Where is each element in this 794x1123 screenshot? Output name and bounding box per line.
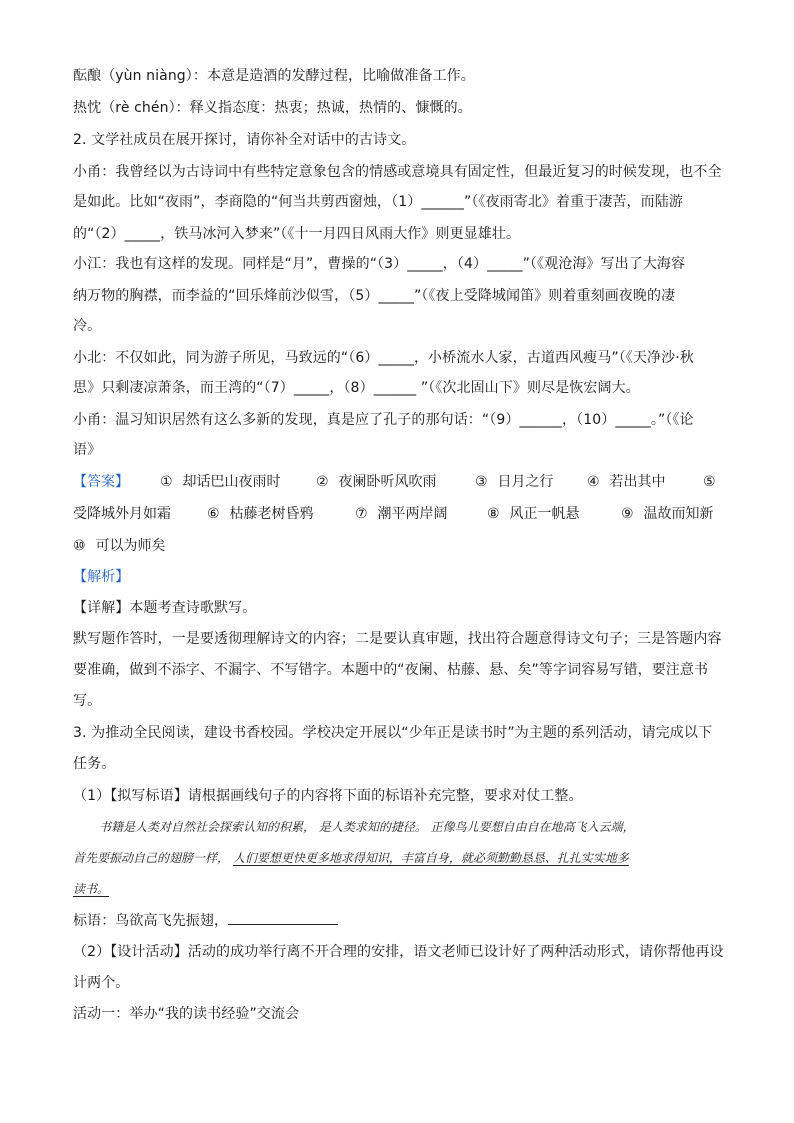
sub-question-2: （2）【设计活动】活动的成功举行离不开合理的安排，语文老师已设计好了两种活动形式，请你帮他再设: [73, 944, 724, 960]
vocab-line: 热忱（rè chén）：释义指态度：热衷；热诚，热情的、慷慨的。: [73, 100, 472, 116]
dialogue-line: 语》: [73, 442, 102, 458]
analysis-detail: 【详解】本题考查诗歌默写。: [73, 600, 257, 616]
answer-number: ⑤: [703, 474, 716, 490]
answer-text: 受降城外月如霜: [73, 506, 171, 522]
passage-text: 首先要振动自己的翅膀一样，: [73, 851, 230, 865]
analysis-label: 【解析】: [73, 569, 130, 585]
question-3-stem: 任务。: [73, 756, 116, 772]
answer-text: 却话巴山夜雨时: [182, 474, 281, 490]
answer-label: 【答案】: [73, 474, 129, 490]
dialogue-line: 小甬：温习知识居然有这么多新的发现，真是应了孔子的那句话：“（9）______，（10）_____。”（《论: [73, 412, 694, 428]
answer-text: 温故而知新: [643, 506, 714, 522]
answer-number: ⑥: [207, 506, 220, 522]
underlined-sentence: 读书。: [73, 882, 110, 896]
answer-text: 枯藤老树昏鸦: [229, 506, 314, 522]
vocab-line: 酝酿（yùn niàng）：本意是造酒的发酵过程，比喻做准备工作。: [73, 68, 475, 84]
answer-text: 可以为师矣: [95, 538, 166, 554]
dialogue-line: 的“（2）_____，铁马冰河入梦来”（《十一月四日风雨大作》则更显雄壮。: [73, 226, 521, 242]
reading-passage: 书籍是人类对自然社会探索认知的积累， 是人类求知的捷径。 正像鸟儿要想自由自在地高飞入云端，: [99, 820, 635, 834]
answer-number: ⑩: [73, 538, 86, 554]
analysis-text: 写。: [73, 693, 102, 709]
dialogue-line: 是如此。比如“夜雨”，李商隐的“何当共剪西窗烛，（1）______”（《夜雨寄北》着重于凄苦，而陆游: [73, 194, 683, 210]
dialogue-line: 小江：我也有这样的发现。同样是“月”，曹操的“（3）_____，（4）_____”（《观沧海》写出了大海容: [73, 256, 686, 272]
dialogue-line: 纳万物的胸襟，而李益的“回乐烽前沙似雪，（5）_____”（《夜上受降城闻笛》则着重刻画夜晚的凄: [73, 288, 676, 304]
answer-item: [703, 472, 721, 492]
underlined-sentence: 人们要想更快更多地求得知识，丰富自身，就必须勤勤恳恳、扎扎实实地多: [232, 851, 629, 865]
slogan-line: [73, 910, 723, 931]
answer-item: [207, 504, 313, 524]
answer-item: [73, 536, 165, 556]
activity-item: 活动一：举办“我的读书经验”交流会: [73, 1006, 300, 1022]
answer-item: [621, 504, 713, 524]
answer-text: 日月之行: [497, 474, 554, 490]
reading-passage: [73, 879, 729, 899]
answer-item: [487, 504, 579, 524]
reading-passage: [73, 848, 729, 868]
slogan-text: 标语：鸟欲高飞先振翅，: [73, 913, 229, 929]
answer-number: ⑨: [621, 506, 634, 522]
answer-item: [316, 472, 436, 492]
answer-number: ⑦: [355, 506, 368, 522]
sub-question-1: （1）【拟写标语】请根据画线句子的内容将下面的标语补充完整，要求对仗工整。: [73, 788, 583, 804]
answer-text: 夜阑卧听风吹雨: [338, 474, 437, 490]
question-3-stem: 3. 为推动全民阅读，建设书香校园。学校决定开展以“少年正是读书时”为主题的系列活动，请完成以下: [73, 725, 713, 741]
slogan-blank[interactable]: [228, 910, 338, 925]
answer-item: [355, 504, 447, 524]
answer-number: ②: [316, 474, 329, 490]
answer-number: ③: [475, 474, 488, 490]
dialogue-line: 小北：不仅如此，同为游子所见，马致远的“（6）_____，小桥流水人家，古道西风瘦马”（《天净沙·秋: [73, 350, 694, 366]
sub-question-2: 计两个。: [73, 975, 130, 991]
analysis-text: 要准确，做到不添字、不漏字、不写错字。本题中的“夜阑、枯藤、悬、矣”等字词容易写错，要注意书: [73, 662, 709, 678]
answer-item: [160, 472, 280, 492]
answer-item: [587, 472, 665, 492]
dialogue-line: 冷。: [73, 318, 102, 334]
question-2-stem: 2. 文学社成员在展开探讨，请你补全对话中的古诗文。: [73, 132, 416, 148]
answer-item: [475, 472, 553, 492]
answer-number: ④: [587, 474, 600, 490]
answer-number: ⑧: [487, 506, 500, 522]
answer-text: 潮平两岸阔: [377, 506, 448, 522]
answer-number: ①: [160, 474, 173, 490]
analysis-text: 默写题作答时，一是要透彻理解诗文的内容；二是要认真审题，找出符合题意得诗文句子；三是答题内容: [73, 631, 722, 647]
answer-text: 若出其中: [609, 474, 666, 490]
dialogue-line: 小甬：我曾经以为古诗词中有些特定意象包含的情感或意境具有固定性，但最近复习的时候发现，也不全: [73, 164, 722, 180]
dialogue-line: 思》只剩凄凉萧条，而王湾的“（7）_____，（8）______ ”（《次北固山下》则尽是恢宏阔大。: [73, 380, 640, 396]
answer-text: 风正一帆悬: [509, 506, 580, 522]
